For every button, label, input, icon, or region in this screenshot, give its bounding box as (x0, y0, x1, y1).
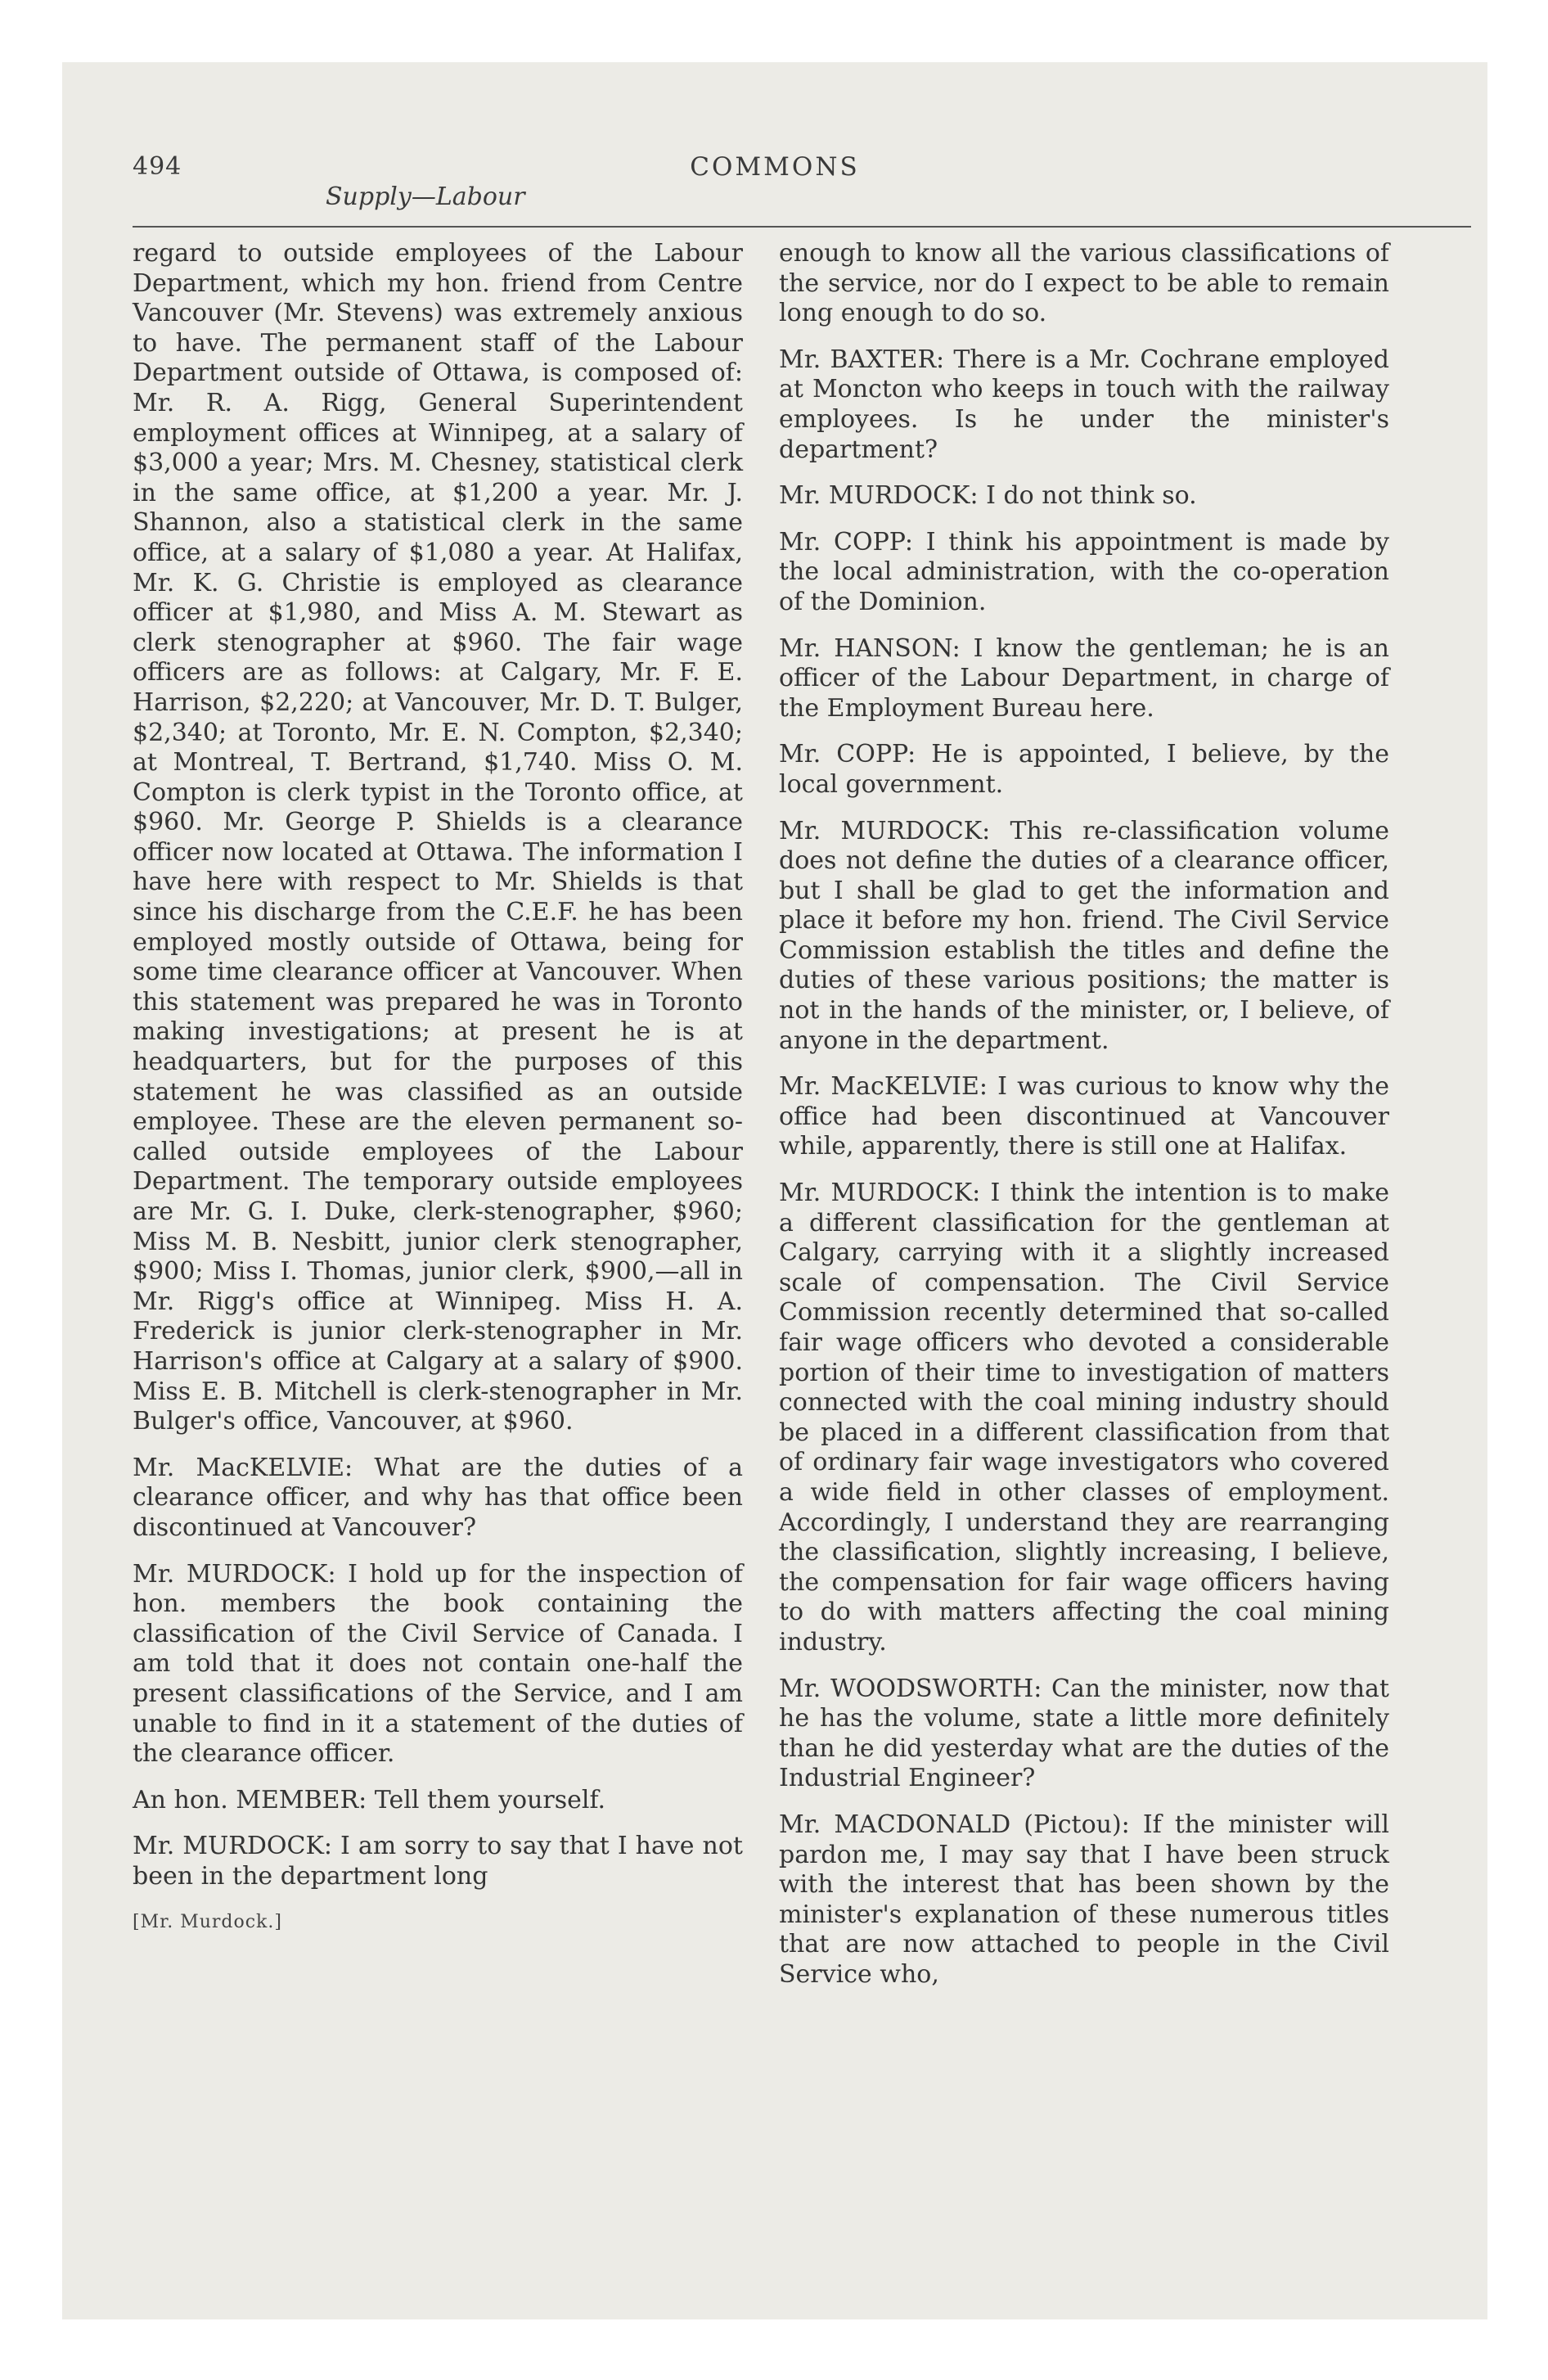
paragraph: Mr. MURDOCK: I do not think so. (779, 481, 1197, 511)
page-number: 494 (133, 152, 182, 181)
paragraph: Mr. MURDOCK: I hold up for the inspection of hon. members the book containing the classification of the Civil Service of Canada. I am told that it does not contain one-half the present classifications of the Service, and I am unable to find in it a statement of the duties of the clearance officer. (133, 1559, 743, 1769)
paragraph: enough to know all the various classifications of the service, nor do I expect to be able to remain long enough to do so. (779, 239, 1389, 328)
running-title: COMMONS (690, 152, 860, 182)
paragraph: Mr. MacKELVIE: What are the duties of a clearance officer, and why has that office been discontinued at Vancouver? (133, 1453, 743, 1542)
page-sheet (62, 62, 1487, 2319)
paragraph: Mr. COPP: I think his appointment is made by the local administration, with the co-operation of the Dominion. (779, 527, 1389, 616)
paragraph: Mr. HANSON: I know the gentleman; he is an officer of the Labour Department, in charge of the Employment Bureau here. (779, 633, 1389, 723)
paragraph: Mr. BAXTER: There is a Mr. Cochrane employed at Moncton who keeps in touch with the railway employees. Is he under the minister's department? (779, 345, 1389, 464)
paragraph: Mr. COPP: He is appointed, I believe, by the local government. (779, 740, 1389, 799)
paragraph: Mr. MURDOCK: I am sorry to say that I have not been in the department long (133, 1832, 743, 1891)
section-title: Supply—Labour (326, 183, 525, 211)
paragraph: Mr. MacKELVIE: I was curious to know why the office had been discontinued at Vancouver while, apparently, there is still one at Halifax. (779, 1072, 1389, 1161)
paragraph: Mr. MURDOCK: This re-classification volume does not define the duties of a clearance officer, but I shall be glad to get the information and place it before my hon. friend. The Civil Service Commission establish the titles and define the duties of these various positions; the matter is not in the hands of the minister, or, I believe, of anyone in the department. (779, 816, 1389, 1055)
paragraph: Mr. WOODSWORTH: Can the minister, now that he has the volume, state a little more definitely than he did yesterday what are the duties of the Industrial Engineer? (779, 1674, 1389, 1793)
speaker-attribution: [Mr. Murdock.] (133, 1912, 282, 1933)
paragraph: Mr. MURDOCK: I think the intention is to make a different classification for the gentleman at Calgary, carrying with it a slightly increased scale of compensation. The Civil Service Commission recently determined that so-called fair wage officers who devoted a considerable portion of their time to investigation of matters connected with the coal mining industry should be placed in a different classification from that of ordinary fair wage investigators who covered a wide field in other classes of employment. Accordingly, I understand they are rearranging the classification, slightly increasing, I believe, the compensation for fair wage officers having to do with matters affecting the coal mining industry. (779, 1179, 1389, 1657)
paragraph: Mr. MACDONALD (Pictou): If the minister will pardon me, I may say that I have been struck with the interest that has been shown by the minister's explanation of these numerous titles that are now attached to people in the Civil Service who, (779, 1810, 1389, 1989)
right-column (779, 239, 1389, 1990)
header-rule (133, 226, 1471, 228)
paragraph: regard to outside employees of the Labour Department, which my hon. friend from Centre Vancouver (Mr. Stevens) was extremely anxious to have. The permanent staff of the Labour Department outside of Ottawa, is composed of: Mr. R. A. Rigg, General Superintendent employment offices at Winnipeg, at a salary of $3,000 a year; Mrs. M. Chesney, statistical clerk in the same office, at $1,200 a year. Mr. J. Shannon, also a statistical clerk in the same office, at a salary of $1,080 a year. At Halifax, Mr. K. G. Christie is employed as clearance officer at $1,980, and Miss A. M. Stewart as clerk stenographer at $960. The fair wage officers are as follows: at Calgary, Mr. F. E. Harrison, $2,220; at Vancouver, Mr. D. T. Bulger, $2,340; at Toronto, Mr. E. N. Compton, $2,340; at Montreal, T. Bertrand, $1,740. Miss O. M. Compton is clerk typist in the Toronto office, at $960. Mr. George P. Shields is a clearance officer now located at Ottawa. The information I have here with respect to Mr. Shields is that since his discharge from the C.E.F. he has been employed mostly outside of Ottawa, being for some time clearance officer at Vancouver. When this statement was prepared he was in Toronto making investigations; at present he is at headquarters, but for the purposes of this statement he was classified as an outside employee. These are the eleven permanent so-called outside employees of the Labour Department. The temporary outside employees are Mr. G. I. Duke, clerk-stenographer, $960; Miss M. B. Nesbitt, junior clerk stenographer, $900; Miss I. Thomas, junior clerk, $900,—all in Mr. Rigg's office at Winnipeg. Miss H. A. Frederick is junior clerk-stenographer in Mr. Harrison's office at Calgary at a salary of $900. Miss E. B. Mitchell is clerk-stenographer in Mr. Bulger's office, Vancouver, at $960. (133, 239, 743, 1436)
left-column (133, 239, 743, 1938)
paragraph: An hon. MEMBER: Tell them yourself. (133, 1785, 606, 1814)
